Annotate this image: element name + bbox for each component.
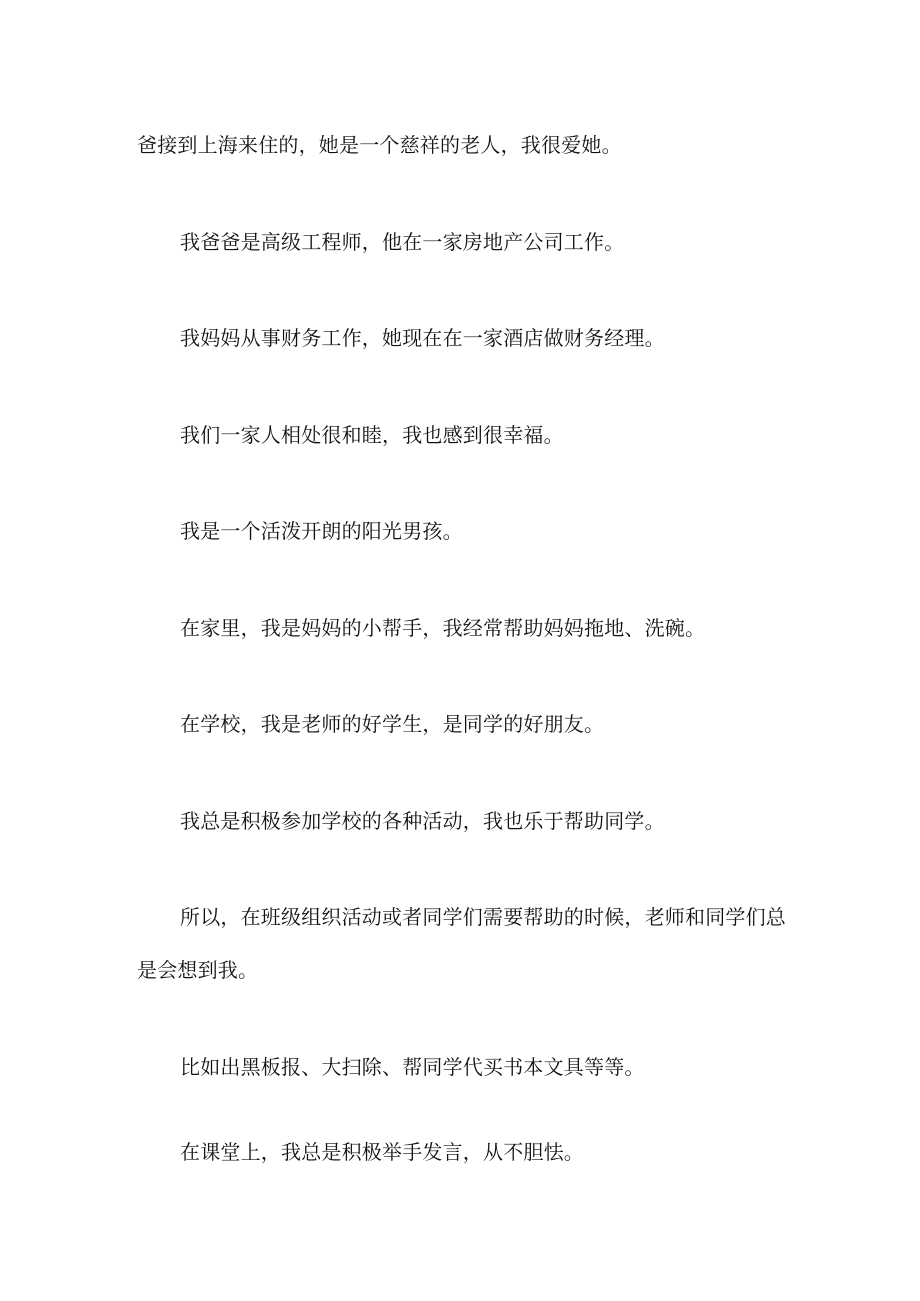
paragraph-continuation: 爸接到上海来住的，她是一个慈祥的老人，我很爱她。 bbox=[137, 133, 622, 157]
paragraph-helpful-line-1: 所以，在班级组织活动或者同学们需要帮助的时候，老师和同学们总 bbox=[180, 905, 786, 929]
paragraph-mother: 我妈妈从事财务工作，她现在在一家酒店做财务经理。 bbox=[180, 326, 665, 350]
paragraph-examples: 比如出黑板报、大扫除、帮同学代买书本文具等等。 bbox=[180, 1055, 645, 1079]
paragraph-classroom: 在课堂上，我总是积极举手发言，从不胆怯。 bbox=[180, 1140, 584, 1164]
paragraph-home: 在家里，我是妈妈的小帮手，我经常帮助妈妈拖地、洗碗。 bbox=[180, 616, 706, 640]
paragraph-personality: 我是一个活泼开朗的阳光男孩。 bbox=[180, 519, 463, 543]
paragraph-family: 我们一家人相处很和睦，我也感到很幸福。 bbox=[180, 423, 564, 447]
paragraph-activities: 我总是积极参加学校的各种活动，我也乐于帮助同学。 bbox=[180, 809, 665, 833]
paragraph-school: 在学校，我是老师的好学生，是同学的好朋友。 bbox=[180, 712, 605, 736]
paragraph-helpful-line-2: 是会想到我。 bbox=[137, 958, 259, 982]
paragraph-father: 我爸爸是高级工程师，他在一家房地产公司工作。 bbox=[180, 230, 625, 254]
